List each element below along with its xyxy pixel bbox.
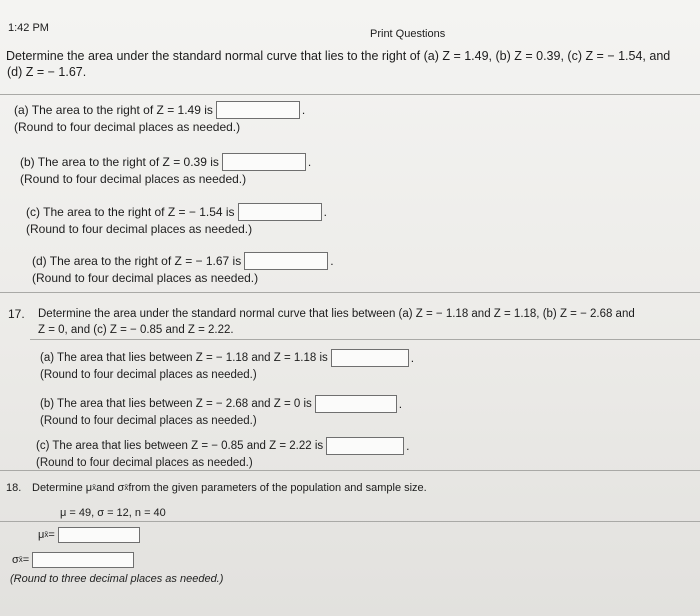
question-18-prompt-pre: Determine μ [32,482,93,494]
q17-part-b [40,395,402,429]
divider [0,470,700,471]
subscript-x-bar: x̄ [92,483,97,492]
q16-part-a [14,101,305,135]
q16-part-d [32,252,334,286]
question-17-number: 17. [8,307,25,321]
period: . [301,103,306,117]
q17-part-c [36,437,409,471]
q18-note: (Round to three decimal places as needed.) [10,573,224,585]
q16a-note: (Round to four decimal places as needed.) [14,120,241,134]
q16b-label: (b) The area to the right of Z = 0.39 is [20,155,219,169]
sigma-x-bar-row [12,552,223,587]
equals-sign: = [22,554,30,566]
q16b-note: (Round to four decimal places as needed.) [20,172,247,186]
page-title: Print Questions [370,28,446,40]
divider [0,94,700,95]
sigma-symbol: σ [12,554,19,566]
q17c-note: (Round to four decimal places as needed.) [36,457,253,469]
period: . [307,155,312,169]
divider [0,521,700,522]
q17a-note: (Round to four decimal places as needed.) [40,369,257,381]
question-18-number: 18. [6,482,22,494]
subscript-x-bar: x̄ [124,483,129,492]
q16c-note: (Round to four decimal places as needed.) [26,222,253,236]
q16a-answer-input[interactable] [216,101,300,119]
question-18-prompt [6,480,696,496]
q17c-label: (c) The area that lies between Z = − 0.85 and Z = 2.22 is [36,440,324,452]
question-17-prompt-line1: Determine the area under the standard normal curve that lies between (a) Z = − 1.18 and Z = 1.18, (b) Z = − 2.68 and [38,308,635,320]
divider [0,292,700,293]
q17b-answer-input[interactable] [315,395,397,413]
subscript-x-bar: x̄ [18,555,23,564]
q16-part-b [20,153,311,187]
subscript-x-bar: x̄ [44,530,49,539]
q16c-answer-input[interactable] [238,203,322,221]
q17-part-a [40,349,414,383]
q16b-answer-input[interactable] [222,153,306,171]
question-18-prompt-post: from the given parameters of the population and sample size. [128,482,427,494]
period: . [330,254,334,268]
mu-x-bar-answer-input[interactable] [58,527,140,543]
q17b-label: (b) The area that lies between Z = − 2.68 and Z = 0 is [40,398,312,410]
period: . [323,205,327,219]
q17c-answer-input[interactable] [326,437,404,455]
q17a-answer-input[interactable] [331,349,409,367]
sigma-x-bar-answer-input[interactable] [32,552,134,568]
divider [30,339,700,340]
timestamp: 1:42 PM [8,22,49,34]
period: . [406,439,410,453]
question-16-prompt-line1: Determine the area under the standard normal curve that lies to the right of (a) Z = 1.49, (b) Z = 0.39, (c) Z = − 1.54, and [6,49,671,63]
mu-x-bar-row [38,527,140,543]
equals-sign: = [48,529,55,541]
q16d-answer-input[interactable] [244,252,328,270]
period: . [398,397,403,411]
q16d-note: (Round to four decimal places as needed.) [32,271,259,285]
q16d-label: (d) The area to the right of Z = − 1.67 is [32,254,242,268]
question-16-prompt [6,48,694,80]
period: . [410,351,415,365]
question-16-prompt-line2: (d) Z = − 1.67. [7,65,87,79]
q16a-label: (a) The area to the right of Z = 1.49 is [14,103,213,117]
question-18-prompt-mid: and σ [96,482,125,494]
question-17-prompt-line2: Z = 0, and (c) Z = − 0.85 and Z = 2.22. [38,324,234,336]
mu-symbol: μ [38,529,45,541]
q17a-label: (a) The area that lies between Z = − 1.18 and Z = 1.18 is [40,352,328,364]
q17b-note: (Round to four decimal places as needed.) [40,415,257,427]
q16c-label: (c) The area to the right of Z = − 1.54 is [26,205,235,219]
q16-part-c [26,203,327,237]
given-parameters: μ = 49, σ = 12, n = 40 [60,507,166,519]
question-17-prompt [8,306,688,338]
